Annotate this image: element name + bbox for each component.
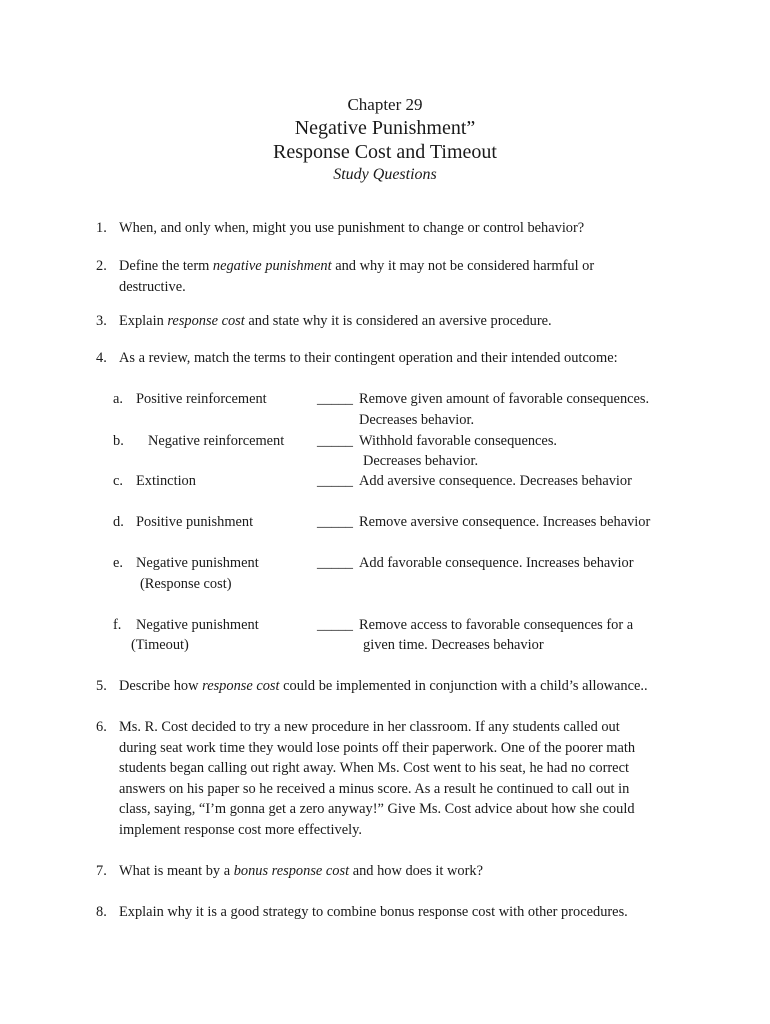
question-text <box>119 676 648 697</box>
question-number: 4. <box>96 350 107 366</box>
question-text <box>119 717 635 840</box>
matching-blank: _____ <box>317 391 353 407</box>
matching-letter: f. <box>113 617 122 633</box>
matching-letter: d. <box>113 514 124 530</box>
matching-outcome: given time. Decreases behavior <box>363 637 544 653</box>
question-text: Explain why it is a good strategy to combine bonus response cost with other procedures. <box>119 904 628 920</box>
matching-term-note: (Response cost) <box>140 576 232 592</box>
matching-blank: _____ <box>317 514 353 530</box>
question-number: 8. <box>96 904 107 920</box>
question-line: implement response cost more effectively. <box>119 821 362 838</box>
question-number: 7. <box>96 863 107 879</box>
question-number: 2. <box>96 258 107 274</box>
question-text-pre: Describe how <box>119 678 203 694</box>
question-text-post: and how does it work? <box>349 863 483 879</box>
matching-description: Add favorable consequence. Increases behavior <box>359 555 634 571</box>
question-text-pre: What is meant by a <box>119 863 234 879</box>
question-line: Ms. R. Cost decided to try a new procedure in her classroom. If any students called out <box>119 719 620 735</box>
matching-description: Add aversive consequence. Decreases behavior <box>359 473 632 489</box>
question-text-pre: Define the term <box>119 258 213 274</box>
question-term: response cost <box>167 313 245 329</box>
matching-term: Positive punishment <box>136 514 254 530</box>
question-term: negative punishment <box>212 258 332 274</box>
matching-letter: a. <box>113 391 123 407</box>
matching-term-note: (Timeout) <box>131 637 189 653</box>
question-text <box>119 256 639 297</box>
question-text-post: could be implemented in conjunction with a child’s allowance.. <box>279 678 648 694</box>
question-text <box>119 311 552 332</box>
matching-outcome: Decreases behavior. <box>363 453 479 469</box>
matching-letter: e. <box>113 555 123 571</box>
matching-description: Withhold favorable consequences. <box>359 433 558 449</box>
matching-letter: b. <box>113 433 124 449</box>
question-number: 5. <box>96 678 107 694</box>
question-number: 3. <box>96 313 107 329</box>
matching-blank: _____ <box>317 433 353 449</box>
matching-term: Negative reinforcement <box>148 433 285 449</box>
question-number: 1. <box>96 220 107 236</box>
question-line: answers on his paper so he received a minus score. As a result he continued to call out in <box>119 780 630 797</box>
question-term: bonus response cost <box>233 863 350 879</box>
question-term: response cost <box>202 678 280 694</box>
question-line: during seat work time they would lose points off their paperwork. One of the poorer math <box>119 739 636 756</box>
matching-description: Remove aversive consequence. Increases behavior <box>359 514 651 530</box>
chapter-title: Negative Punishment” <box>294 117 476 139</box>
matching-description: Remove given amount of favorable consequences. <box>359 391 650 407</box>
document-header <box>0 94 770 186</box>
matching-blank: _____ <box>317 617 353 633</box>
matching-term: Extinction <box>136 473 196 489</box>
question-text: As a review, match the terms to their contingent operation and their intended outcome: <box>119 350 618 366</box>
matching-term: Positive reinforcement <box>136 391 267 407</box>
matching-term: Negative punishment <box>136 555 259 571</box>
question-line: class, saying, “I’m gonna get a zero anyway!” Give Ms. Cost advice about how she could <box>119 801 635 817</box>
question-text: When, and only when, might you use punishment to change or control behavior? <box>119 220 585 236</box>
matching-term: Negative punishment <box>136 617 259 633</box>
chapter-number: Chapter 29 <box>347 95 423 114</box>
question-text-post: and state why it is considered an aversive procedure. <box>244 313 552 329</box>
question-number: 6. <box>96 719 107 735</box>
question-text-pre: Explain <box>119 313 168 329</box>
question-line: students began calling out right away. When Ms. Cost went to his seat, he had no correct <box>119 760 629 776</box>
matching-letter: c. <box>113 473 123 489</box>
matching-blank: _____ <box>317 473 353 489</box>
matching-description: Remove access to favorable consequences for a <box>359 617 634 633</box>
study-questions-label: Study Questions <box>333 166 437 183</box>
matching-blank: _____ <box>317 555 353 571</box>
chapter-subtitle: Response Cost and Timeout <box>273 141 497 163</box>
question-text-post: and why it may not be considered harmful or destructive. <box>119 258 595 295</box>
question-text <box>119 861 483 882</box>
matching-outcome: Decreases behavior. <box>359 412 475 428</box>
